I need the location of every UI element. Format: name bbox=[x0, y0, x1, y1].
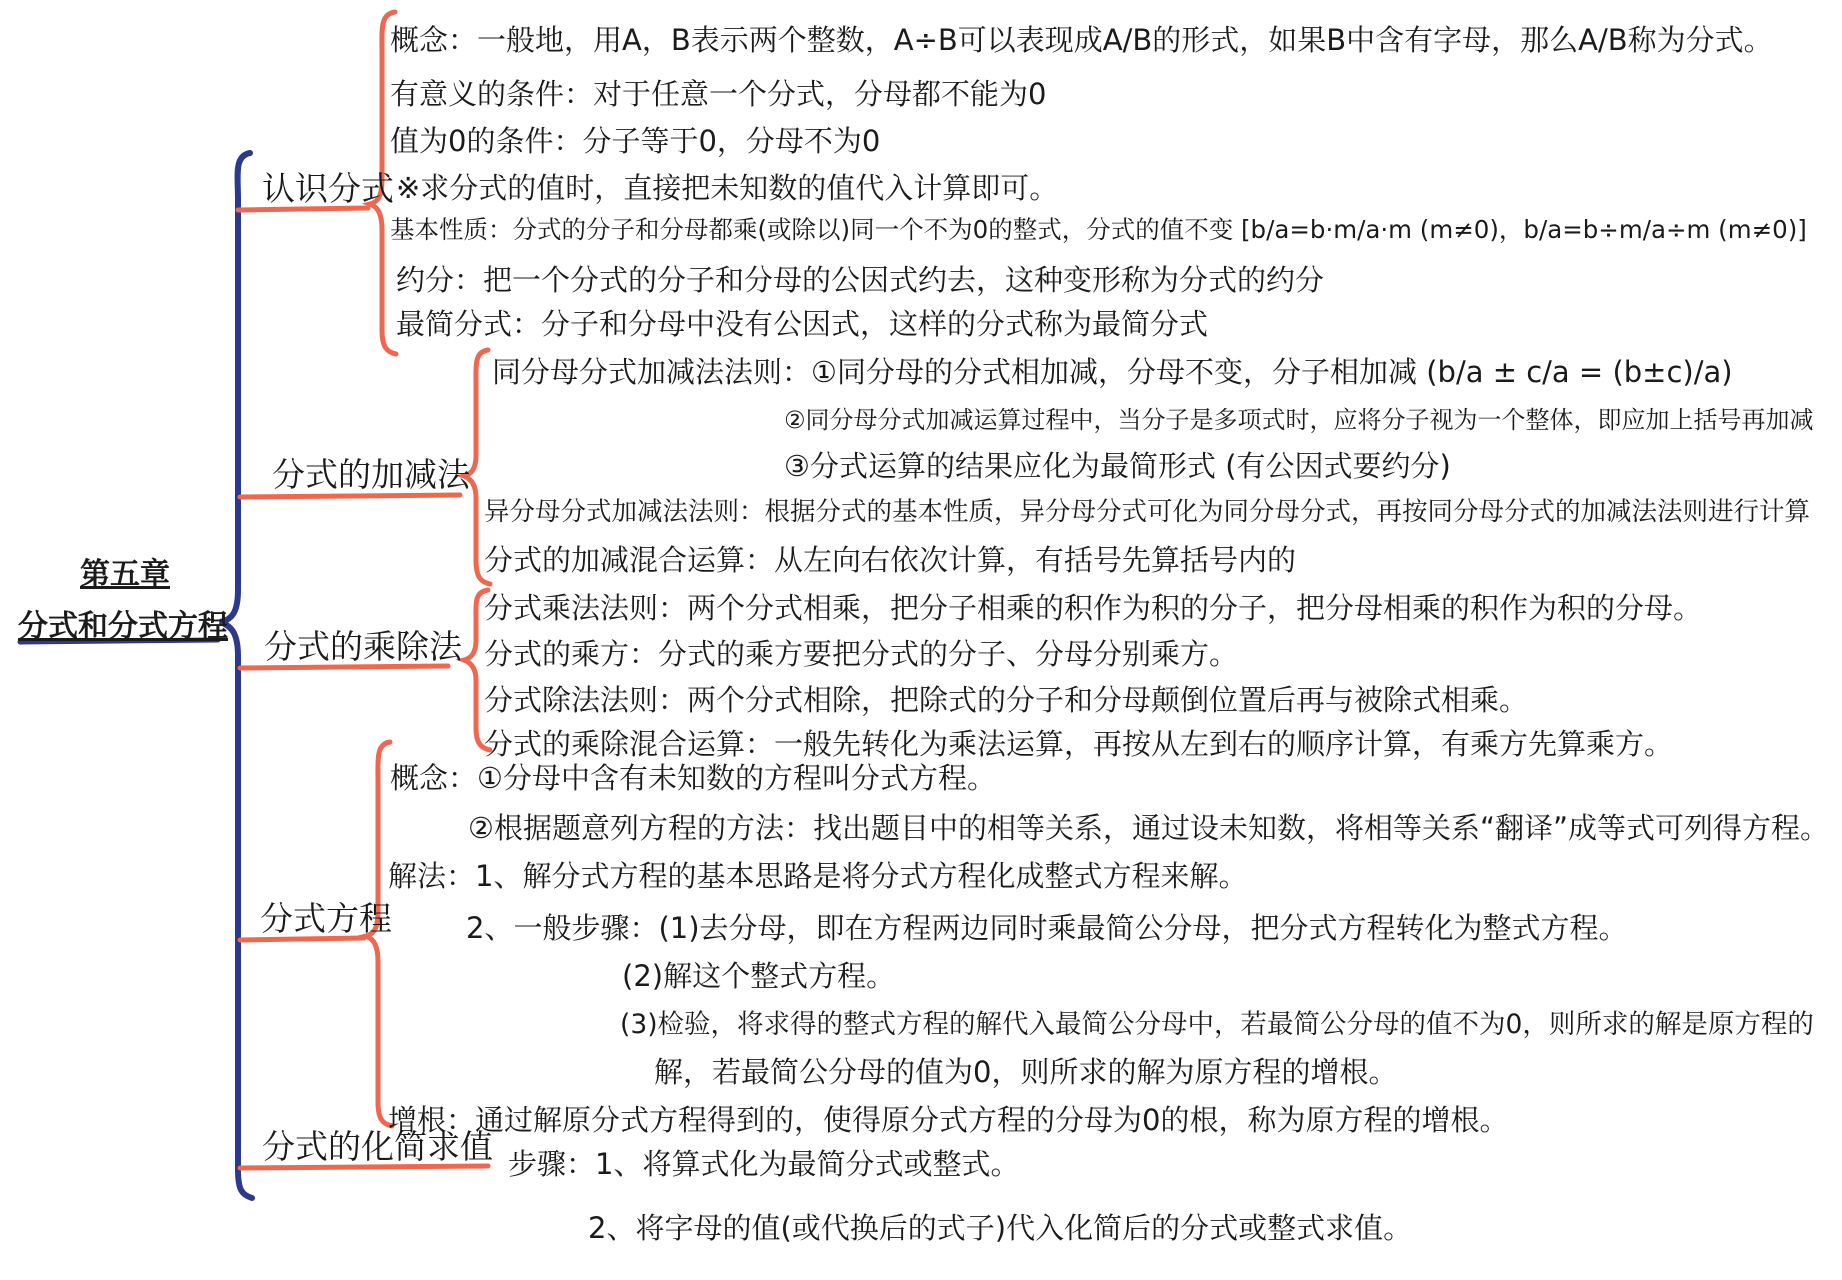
b1-item-zero-value: 值为0的条件：分子等于0，分母不为0 bbox=[390, 124, 881, 158]
branch-label-b3: 分式的乘除法 bbox=[264, 627, 462, 666]
b2-item-diff-denominator: 异分母分式加减法法则：根据分式的基本性质，异分母分式可化为同分母分式，再按同分母分式的加减法法则进行计算 bbox=[484, 497, 1811, 527]
branch-underline-b1 bbox=[238, 208, 368, 210]
b1-item-concept: 概念：一般地，用A，B表示两个整数，A÷B可以表现成A/B的形式，如果B中含有字母，那么A/B称为分式。 bbox=[390, 23, 1773, 57]
b2-item-step3: ③分式运算的结果应化为最简形式 (有公因式要约分) bbox=[784, 449, 1451, 483]
main-trunk-brace bbox=[220, 153, 252, 1198]
b3-item-divide: 分式除法法则：两个分式相除，把除式的分子和分母颠倒位置后再与被除式相乘。 bbox=[484, 683, 1529, 717]
b4-item-method: 解法：1、解分式方程的基本思路是将分式方程化成整式方程来解。 bbox=[388, 859, 1248, 893]
b3-item-mixed: 分式的乘除混合运算：一般先转化为乘法运算，再按从左到右的顺序计算，有乘方先算乘方。 bbox=[484, 727, 1674, 761]
branch-underline-b3 bbox=[240, 666, 448, 668]
b5-item-step1: 步骤：1、将算式化为最简分式或整式。 bbox=[508, 1147, 1020, 1181]
branch-label-b2: 分式的加减法 bbox=[272, 455, 470, 494]
branch-underline-b4 bbox=[240, 938, 364, 940]
b4-item-step3-cont: 解，若最简公分母的值为0，则所求的解为原方程的增根。 bbox=[654, 1055, 1398, 1089]
root-title: 分式和分式方程 bbox=[18, 609, 228, 644]
branch-label-b1: 认识分式 bbox=[262, 169, 394, 208]
b4-item-steps: 2、一般步骤：(1)去分母，即在方程两边同时乘最简公分母，把分式方程转化为整式方程。 bbox=[466, 911, 1628, 945]
branch-underline-b5 bbox=[240, 1166, 488, 1168]
b1-item-meaningful: 有意义的条件：对于任意一个分式，分母都不能为0 bbox=[390, 77, 1047, 111]
branch-label-b5: 分式的化简求值 bbox=[262, 1127, 493, 1166]
b3-item-power: 分式的乘方：分式的乘方要把分式的分子、分母分别乘方。 bbox=[484, 637, 1239, 671]
b4-item-setup: ②根据题意列方程的方法：找出题目中的相等关系，通过设未知数，将相等关系“翻译”成等式可列得方程。 bbox=[468, 811, 1830, 845]
b1-item-simplest: 最简分式：分子和分母中没有公因式，这样的分式称为最简分式 bbox=[396, 307, 1209, 341]
root-chapter: 第五章 bbox=[80, 557, 170, 592]
b3-item-multiply: 分式乘法法则：两个分式相乘，把分子相乘的积作为积的分子，把分母相乘的积作为积的分母。 bbox=[484, 591, 1703, 625]
b5-item-step2: 2、将字母的值(或代换后的式子)代入化简后的分式或整式求值。 bbox=[588, 1211, 1413, 1245]
b2-item-step2: ②同分母分式加减运算过程中，当分子是多项式时，应将分子视为一个整体，即应加上括号再加减 bbox=[784, 406, 1814, 434]
b1-item-reduction: 约分：把一个分式的分子和分母的公因式约去，这种变形称为分式的约分 bbox=[396, 263, 1325, 297]
b4-item-concept: 概念：①分母中含有未知数的方程叫分式方程。 bbox=[390, 761, 996, 795]
branch-label-b4: 分式方程 bbox=[260, 899, 392, 938]
b1-item-property: 基本性质：分式的分子和分母都乘(或除以)同一个不为0的整式，分式的值不变 [b/a=b·m/a·m (m≠0)，b/a=b÷m/a÷m (m≠0)] bbox=[390, 215, 1807, 244]
b2-item-same-denominator: 同分母分式加减法法则：①同分母的分式相加减，分母不变，分子相加减 (b/a ± c/a = (b±c)/a) bbox=[492, 355, 1733, 389]
b4-item-step2: (2)解这个整式方程。 bbox=[622, 959, 896, 993]
b4-item-extraneous-root: 增根：通过解原分式方程得到的，使得原分式方程的分母为0的根，称为原方程的增根。 bbox=[388, 1103, 1509, 1137]
b1-item-note: ※求分式的值时，直接把未知数的值代入计算即可。 bbox=[396, 171, 1059, 205]
branch-underline-b2 bbox=[240, 495, 460, 497]
b4-item-step3: (3)检验，将求得的整式方程的解代入最简公分母中，若最简公分母的值不为0，则所求的解是原方程的 bbox=[620, 1009, 1814, 1040]
b2-item-mixed: 分式的加减混合运算：从左向右依次计算，有括号先算括号内的 bbox=[484, 543, 1297, 577]
